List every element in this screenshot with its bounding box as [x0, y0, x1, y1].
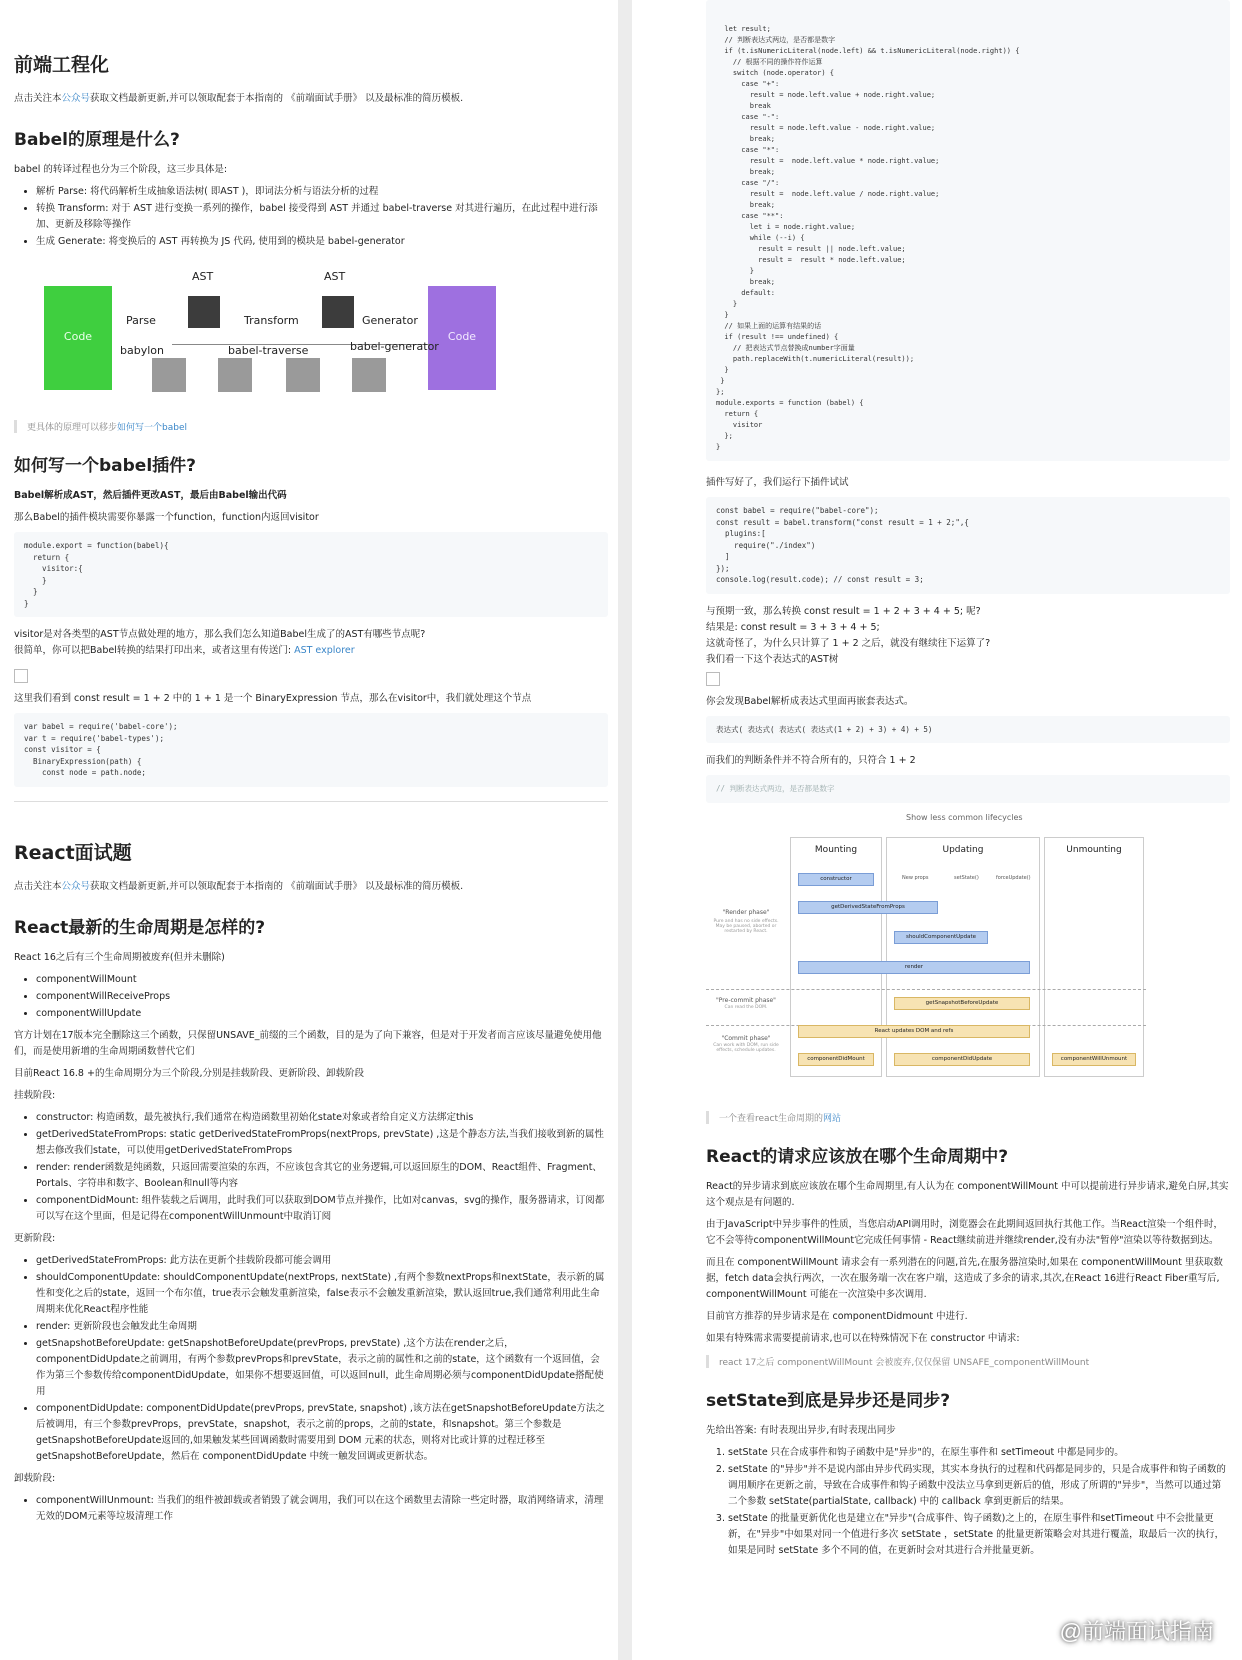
request-text-1: React的异步请求到底应该放在哪个生命周期里,有人认为在 componentWillMount 中可以提前进行异步请求,避免白屏,其实这个观点是有问题的.: [706, 1180, 1229, 1208]
react-updates-box: React updates DOM and refs: [798, 1025, 1030, 1038]
babel-heading: Babel的原理是什么?: [14, 130, 180, 150]
precommit-phase-desc: Can read the DOM.: [724, 1004, 768, 1010]
image-placeholder: [14, 669, 28, 683]
plugin-done-text: 插件写好了，我们运行下插件试试: [706, 477, 849, 488]
lifecycle-text-2: 官方计划在17版本完全删除这三个函数，只保留UNSAVE_前缀的三个函数，目的是为了向下兼容，但是对于开发者而言应该尽量避免使用他们，而是使用新增的生命周期函数替代它们: [14, 1029, 602, 1057]
babel-link[interactable]: 如何写一个babel: [117, 423, 187, 433]
toggle-label[interactable]: Show less common lifecycles: [906, 812, 1023, 822]
setstate-answer: 先给出答案: 有时表现出异步,有时表现出同步: [706, 1424, 896, 1436]
request-text-4: 目前官方推荐的异步请求是在 componentDidmount 中进行.: [706, 1310, 968, 1322]
list-item: • 转换 Transform: 对于 AST 进行变换一系列的操作，babel 接受得到 AST 并通过 babel-traverse 对其进行遍历，在此过程中进行添加、更新及移除等操作: [36, 201, 608, 233]
set-state-label: setState(): [954, 874, 979, 881]
updating-column: [886, 837, 1040, 1077]
list-item: 3. setState 的批量更新优化也是建立在"异步"(合成事件、钩子函数)之上的，在原生事件和setTimeout 中不会批量更新，在"异步"中如果对同一个值进行多次 setState ，setState 的批量更新策略会对其进行覆盖，取最后一次的执行，如果是同时 setState 多个不同的值，在更新时会对其进行合并批量更新。: [728, 1511, 1230, 1559]
list-item: • componentDidUpdate: componentDidUpdate(prevProps, prevState, snapshot) ,该方法在getSnapshotBeforeUpdate方法之后被调用，有三个参数prevProps，prevState，snapshot，表示之前的props，之前的state，和snapshot。第三个参数是getSnapshotBeforeUpdate返回的,如果触发某些回调函数时需要用到 DOM 元素的状态，则将对比或计算的过程迁移至 getSnapshotBeforeUpdate，然后在 componentDidUpdate 中统一触发回调或更新状态。: [36, 1401, 608, 1465]
mount-heading: 挂载阶段:: [14, 1089, 56, 1101]
commit-phase-label: "Commit phase": [721, 1034, 771, 1042]
plugin-bold: Babel解析成AST，然后插件更改AST，最后由Babel输出代码: [14, 490, 287, 501]
deprecated-list: [14, 972, 608, 1022]
list-item: • getDerivedStateFromProps: 此方法在更新个挂载阶段都可能会调用: [36, 1253, 608, 1269]
list-item: 2. setState 的"异步"并不是说内部由异步代码实现，其实本身执行的过程和代码都是同步的，只是合成事件和钩子函数的调用顺序在更新之前，导致在合成事件和钩子函数中没法立马拿到更新后的值，形成了所谓的"异步"，当然可以通过第二个参数 setState(partialState, callback) 中的 callback 拿到更新后的结果。: [728, 1462, 1230, 1510]
ast-box-2: [322, 296, 354, 328]
expect-text: 与预期一致，那么转换 const result = 1 + 2 + 3 + 4 + 5; 呢?: [706, 605, 981, 617]
tree-node: [152, 358, 186, 392]
request-heading: React的请求应该放在哪个生命周期中?: [706, 1146, 1009, 1167]
gsbu-box: getSnapshotBeforeUpdate: [894, 997, 1030, 1010]
list-item: • constructor: 构造函数，最先被执行,我们通常在构造函数里初始化state对象或者给自定义方法绑定this: [36, 1110, 608, 1126]
update-heading: 更新阶段:: [14, 1232, 56, 1244]
lifecycle-heading: React最新的生命周期是怎样的?: [14, 917, 266, 938]
quote-text: 一个查看react生命周期的: [719, 1113, 824, 1124]
generator-label: Generator: [362, 314, 418, 327]
ast-box-1: [188, 296, 220, 328]
blockquote: [14, 420, 608, 433]
babel-steps: [14, 184, 608, 250]
updating-label: Updating: [942, 844, 984, 855]
mounting-label: Mounting: [814, 844, 858, 855]
cdu-box: componentDidUpdate: [894, 1053, 1030, 1066]
list-item: • 生成 Generate: 将变换后的 AST 再转换为 JS 代码, 使用到的模块是 babel-generator: [36, 234, 608, 250]
nested-text: 你会发现Babel解析成表达式里面再嵌套表达式。: [706, 695, 914, 707]
request-text-3: 而且在 componentWillMount 请求会有一系列潜在的问题,首先,在服务器渲染时,如果在 componentWillMount 里获取数据，fetch data会执行两次，一次在服务端一次在客户端，这造成了多余的请求,其次,在React 16进行React Fiber重写后, componentWillMount 可能在一次渲染中多次调用.: [706, 1256, 1223, 1300]
render-box: render: [798, 961, 1030, 974]
list-item: • componentWillUnmount: 当我们的组件被卸载或者销毁了就会调用，我们可以在这个函数里去清除一些定时器，取消网络请求，清理无效的DOM元素等垃圾清理工作: [36, 1493, 608, 1525]
visitor-text-2: [14, 643, 608, 659]
list-item: • getSnapshotBeforeUpdate: getSnapshotBeforeUpdate(prevProps, prevState) ,这个方法在render之后，componentDidUpdate之前调用，有两个参数prevProps和prevState，表示之前的属性和之前的state，这个函数有一个返回值，会作为第三个参数传给componentDidUpdate，如果你不想要返回值，可以返回null，此生命周期必须与componentDidUpdate搭配使用: [36, 1336, 608, 1400]
cwu-box: componentWillUnmount: [1052, 1053, 1136, 1066]
list-item: • componentWillUpdate: [36, 1006, 608, 1022]
code-label-left: Code: [63, 330, 93, 343]
lifecycle-text: React 16之后有三个生命周期被废弃(但并未删除): [14, 951, 225, 963]
cdm-box: componentDidMount: [798, 1053, 874, 1066]
render-phase-desc: Pure and has no side effects. May be paused, aborted or restarted by React.: [713, 918, 779, 934]
react-intro: [14, 879, 608, 895]
code-block: const babel = require("babel-core"); const result = babel.transform("const result = 1 + 2;",{ plugins:[ require("./index") ] }); console.log(result.code); // const result = 3;: [706, 497, 1230, 594]
phase-divider: [706, 989, 1146, 990]
watermark: @前端面试指南: [1059, 1619, 1214, 1644]
list-item: • 解析 Parse: 将代码解析生成抽象语法树( 即AST )，即词法分析与语法分析的过程: [36, 184, 608, 200]
unmounting-column: [1044, 837, 1144, 1077]
setstate-heading: setState到底是异步还是同步?: [706, 1390, 951, 1411]
code-block: module.export = function(babel){ return { visitor:{ } } }: [14, 532, 608, 617]
code-block: // 判断表达式两边，是否都是数字: [706, 775, 1230, 803]
force-update-label: forceUpdate(): [996, 874, 1031, 881]
list-item: • shouldComponentUpdate: shouldComponentUpdate(nextProps, nextState) ,有两个参数nextProps和nextState，表示新的属性和变化之后的state，返回一个布尔值，true表示会触发重新渲染，false表示不会触发重新渲染，默认返回true,我们通常利用此生命周期来优化React程序性能: [36, 1270, 608, 1318]
precommit-phase-label: "Pre-commit phase": [716, 996, 776, 1004]
quote-text: 更具体的原理可以移步: [27, 423, 118, 433]
parse-label: Parse: [126, 314, 156, 327]
babylon-label: babylon: [120, 344, 164, 357]
request-text-5: 如果有特殊需求需要提前请求,也可以在特殊情况下在 constructor 中请求:: [706, 1332, 1020, 1344]
code-label-right: Code: [447, 330, 477, 343]
react-title: React面试题: [14, 841, 132, 864]
setstate-list: [706, 1445, 1230, 1559]
plugin-heading: 如何写一个babel插件?: [14, 456, 197, 476]
lifecycle-text-3: 目前React 16.8 +的生命周期分为三个阶段,分别是挂载阶段、更新阶段、卸载阶段: [14, 1067, 364, 1079]
page-gutter: [618, 0, 632, 1660]
blockquote: [706, 1111, 1230, 1124]
image-placeholder: [706, 672, 720, 686]
babel-intro: babel 的转译过程也分为三个阶段，这三步具体是:: [14, 164, 228, 175]
list-item: • componentDidMount: 组件装载之后调用，此时我们可以获取到DOM节点并操作，比如对canvas，svg的操作，服务器请求，订阅都可以写在这个里面，但是记得在componentWillUnmount中取消订阅: [36, 1193, 608, 1225]
tree-node: [286, 358, 320, 392]
page-title: 前端工程化: [14, 54, 110, 76]
list-item: • render: render函数是纯函数，只返回需要渲染的东西，不应该包含其它的业务逻辑,可以返回原生的DOM、React组件、Fragment、Portals、字符串和数字、Boolean和null等内容: [36, 1160, 608, 1192]
judge-text: 而我们的判断条件并不符合所有的，只符合 1 + 2: [706, 755, 916, 766]
intro-prefix: 点击关注本: [14, 93, 62, 104]
code-block: 表达式( 表达式( 表达式( 表达式(1 + 2) + 3) + 4) + 5): [706, 716, 1230, 744]
request-text-2: 由于JavaScript中异步事件的性质，当您启动API调用时，浏览器会在此期间返回执行其他工作。当React渲染一个组件时，它不会等待componentWillMount它完成任何事情 - React继续前进并继续render,没有办法"暂停"渲染以等待数据到达。: [706, 1218, 1223, 1246]
new-props-label: New props: [902, 874, 929, 881]
gdsfp-box: getDerivedStateFromProps: [798, 901, 938, 914]
divider: [14, 801, 608, 802]
intro-suffix: 获取文档最新更新,并可以领取配套于本指南的 《前端面试手册》 以及最标准的简历模板.: [90, 880, 464, 892]
tree-node: [352, 358, 386, 392]
list-item: 1. setState 只在合成事件和钩子函数中是"异步"的，在原生事件和 setTimeout 中都是同步的。: [728, 1445, 1230, 1461]
tree-node: [218, 358, 252, 392]
list-item: • componentWillReceiveProps: [36, 989, 608, 1005]
result-text: 结果是: const result = 3 + 3 + 4 + 5;: [706, 621, 880, 633]
left-page: [0, 0, 618, 1660]
constructor-box: constructor: [798, 873, 874, 886]
unmounting-label: Unmounting: [1066, 844, 1122, 855]
intro-suffix: 获取文档最新更新,并可以领取配套于本指南的 《前端面试手册》 以及最标准的简历模板.: [90, 93, 464, 104]
list-item: • componentWillMount: [36, 972, 608, 988]
look-text: 我们看一下这个表达式的AST树: [706, 653, 839, 665]
visitor-prefix: 很简单，你可以把Babel转换的结果打印出来，或者这里有传送门:: [14, 645, 295, 656]
code-block: var babel = require('babel-core'); var t = require('babel-types'); const visitor = { BinaryExpression(path) { const node = path.node;: [14, 713, 608, 787]
mount-list: [14, 1110, 608, 1225]
list-item: • getDerivedStateFromProps: static getDerivedStateFromProps(nextProps, prevState) ,这是个静态方法,当我们接收到新的属性想去修改我们state，可以使用getDerivedStateFromProps: [36, 1127, 608, 1159]
right-page: [632, 0, 1242, 1660]
list-item: • render: 更新阶段也会触发此生命周期: [36, 1319, 608, 1335]
lifecycle-diagram: [706, 813, 1186, 1103]
traverse-label: babel-traverse: [228, 344, 309, 357]
ast-label-2: AST: [324, 270, 346, 283]
ast-explorer-link[interactable]: AST explorer: [294, 645, 355, 656]
unmount-heading: 卸载阶段:: [14, 1472, 56, 1484]
intro-text: [14, 91, 608, 107]
wechat-link[interactable]: 公众号: [61, 93, 91, 104]
commit-phase-desc: Can work with DOM, run side effects, schedule updates.: [713, 1042, 779, 1053]
scu-box: shouldComponentUpdate: [894, 931, 988, 944]
visitor-text: visitor是对各类型的AST节点做处理的地方，那么我们怎么知道Babel生成了的AST有哪些节点呢?: [14, 629, 426, 640]
babel-pipeline-diagram: [28, 270, 498, 400]
code-block: let result; // 判断表达式两边，是否都是数字 if (t.isNumericLiteral(node.left) && t.isNumericLiteral(node.right)) { // 根据不同的操作符作运算 switch (node.operator) { case "+": result = node.left.value + node.right.value; break case "-": result = node.left.value - node.right.value; break; case "*": result = node.left.value * node.right.value; break; case "/": result = node.left.value / node.right.value; break; case "**": let i = node.right.value; while (--i) { result = result || node.left.value; result = result * node.left.value; } break; default: } } // 如果上面的运算有结果的话 if (result !== undefined) { // 把表达式节点替换成number字面量 path.replaceWith(t.numericLiteral(result)); } } }; module.exports = function (babel) { return { visitor }; }: [706, 0, 1230, 461]
ast-label-1: AST: [192, 270, 214, 283]
blockquote: react 17之后 componentWillMount 会被废弃,仅仅保留 UNSAFE_componentWillMount: [706, 1355, 1230, 1368]
update-list: [14, 1253, 608, 1465]
lifecycle-site-link[interactable]: 网站: [823, 1113, 842, 1124]
render-phase-label: "Render phase": [722, 908, 770, 916]
transform-label: Transform: [244, 314, 299, 327]
unmount-list: [14, 1493, 608, 1525]
intro-prefix: 点击关注本: [14, 880, 62, 892]
plugin-text: 那么Babel的插件模块需要你暴露一个function，function内返回visitor: [14, 512, 319, 523]
wechat-link[interactable]: 公众号: [61, 880, 91, 892]
binary-expr-text: 这里我们看到 const result = 1 + 2 中的 1 + 1 是一个 BinaryExpression 节点，那么在visitor中，我们就处理这个节点: [14, 693, 532, 704]
strange-text: 这就奇怪了，为什么只计算了 1 + 2 之后，就没有继续往下运算了?: [706, 637, 991, 649]
generator-mod-label: babel-generator: [350, 340, 439, 353]
